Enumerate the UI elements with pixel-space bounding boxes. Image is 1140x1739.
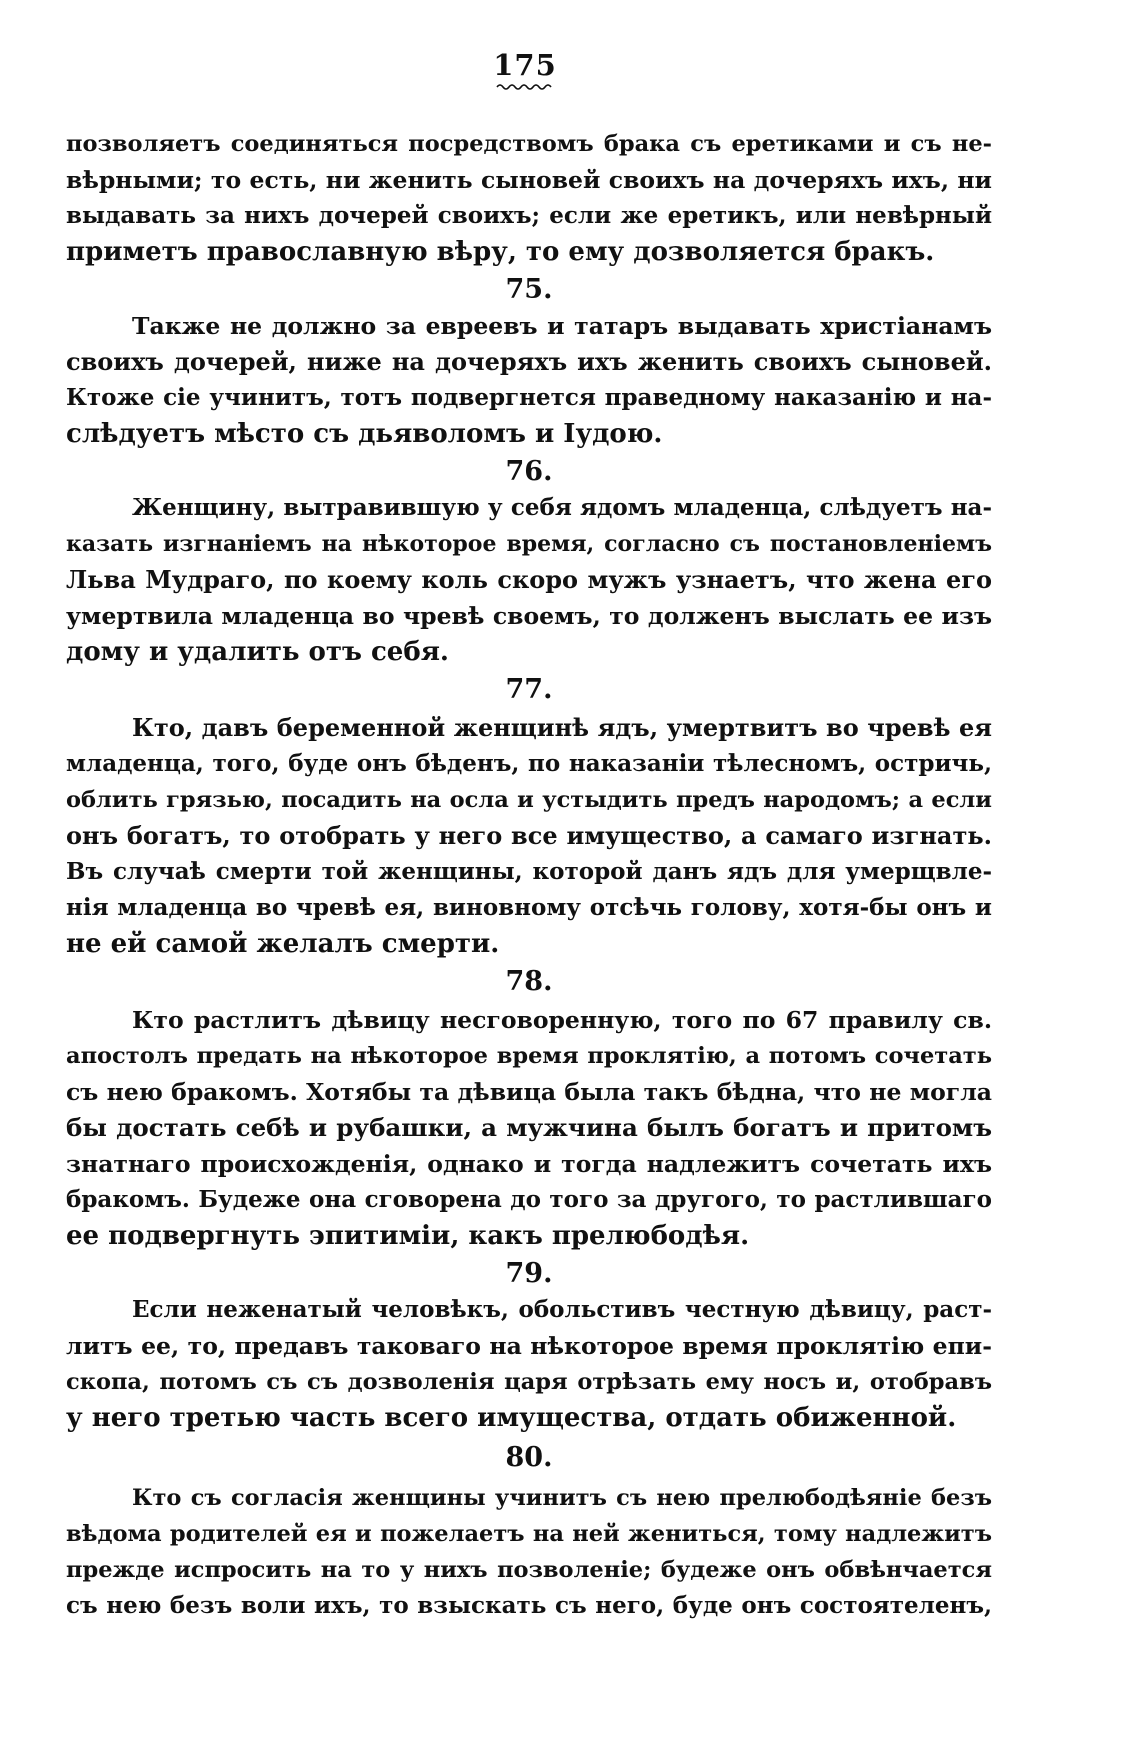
text-line: знатнаго происхожденія, однако и тогда надлежитъ сочетать ихъ (66, 1150, 992, 1178)
section-number: 80. (505, 1442, 553, 1473)
text-line: казать изгнаніемъ на нѣкоторое время, согласно съ постановленіемъ (66, 531, 992, 557)
text-line: вѣрными; то есть, ни женить сыновей своихъ на дочеряхъ ихъ, ни (66, 166, 992, 194)
section-76 (66, 452, 992, 670)
text-line: выдавать за нихъ дочерей своихъ; если же еретикъ, или невѣрный (66, 202, 992, 229)
section-75 (66, 270, 992, 452)
text-line: Льва Мудраго, по коему коль скоро мужъ узнаетъ, что жена его (66, 565, 992, 594)
text-line: скопа, потомъ съ съ дозволенія царя отрѣзать ему носъ и, отобравъ (66, 1369, 992, 1395)
section-number: 76. (505, 456, 553, 487)
text-line: Также не должно за евреевъ и татаръ выдавать христіанамъ (132, 312, 992, 340)
text-line: у него третью часть всего имущества, отдать обиженной. (66, 1403, 957, 1433)
text-line: съ нею бракомъ. Хотябы та дѣвица была такъ бѣдна, что не могла (66, 1078, 992, 1106)
text-line: съ нею безъ воли ихъ, то взыскать съ него, буде онъ состоятеленъ, (66, 1592, 992, 1619)
text-line: Кто растлитъ дѣвицу несговоренную, того по 67 правилу св. (132, 1006, 992, 1034)
text-line: онъ богатъ, то отобрать у него все имущество, а самаго изгнать. (66, 821, 992, 850)
text-line: Въ случаѣ смерти той женщины, которой данъ ядъ для умерщвле- (66, 858, 992, 885)
text-line: вѣдома родителей ея и пожелаетъ на ней жениться, тому надлежитъ (66, 1521, 992, 1547)
section-number: 75. (505, 274, 553, 305)
text-line: своихъ дочерей, ниже на дочеряхъ ихъ женить своихъ сыновей. (66, 347, 992, 376)
section-80 (66, 1436, 992, 1624)
intro-paragraph (66, 126, 992, 270)
text-line: нія младенца во чревѣ ея, виновному отсѣчь голову, хотя-бы онъ и (66, 894, 992, 921)
text-line: Если неженатый человѣкъ, обольстивъ честную дѣвицу, раст- (132, 1296, 992, 1323)
section-78 (66, 962, 992, 1254)
page-number-block (470, 48, 580, 92)
text-line: позволяетъ соединяться посредствомъ брака съ еретиками и съ не- (66, 131, 992, 157)
text-line: Кто съ согласія женщины учинитъ съ нею прелюбодѣяніе безъ (132, 1485, 992, 1511)
text-line: Ктоже сіе учинитъ, тотъ подвергнется праведному наказанію и на- (66, 384, 992, 411)
text-line: облить грязью, посадить на осла и устыдить предъ народомъ; а если (66, 787, 992, 813)
text-line: слѣдуетъ мѣсто съ дьяволомъ и Іудою. (66, 419, 663, 449)
section-77 (66, 670, 992, 962)
text-line: приметъ православную вѣру, то ему дозволяется бракъ. (66, 237, 935, 267)
text-line: литъ ее, то, предавъ таковаго на нѣкоторое время проклятію епи- (66, 1332, 992, 1360)
text-line: Женщину, вытравившую у себя ядомъ младенца, слѣдуетъ на- (132, 494, 992, 521)
page-number-flourish (495, 82, 555, 92)
text-line: апостолъ предать на нѣкоторое время проклятію, а потомъ сочетать (66, 1043, 992, 1069)
text-line: младенца, того, буде онъ бѣденъ, по наказаніи тѣлесномъ, остричь, (66, 750, 992, 777)
text-line: Кто, давъ беременной женщинѣ ядъ, умертвитъ во чревѣ ея (132, 713, 992, 742)
page-text (66, 126, 992, 1624)
text-line: ее подвергнуть эпитиміи, какъ прелюбодѣя. (66, 1221, 750, 1251)
text-line: дому и удалить отъ себя. (66, 637, 449, 667)
text-line: бы достать себѣ и рубашки, а мужчина былъ богатъ и притомъ (66, 1113, 992, 1142)
text-line: бракомъ. Будеже она сговорена до того за другого, то растлившаго (66, 1186, 992, 1213)
text-line: умертвила младенца во чревѣ своемъ, то долженъ выслать ее изъ (66, 602, 992, 630)
text-line: прежде испросить на то у нихъ позволеніе; будеже онъ обвѣнчается (66, 1557, 992, 1583)
section-79 (66, 1254, 992, 1436)
text-line: не ей самой желалъ смерти. (66, 929, 500, 959)
section-number: 79. (505, 1258, 553, 1289)
page-number: 175 (493, 48, 557, 82)
section-number: 78. (505, 966, 553, 997)
section-number: 77. (505, 674, 553, 705)
